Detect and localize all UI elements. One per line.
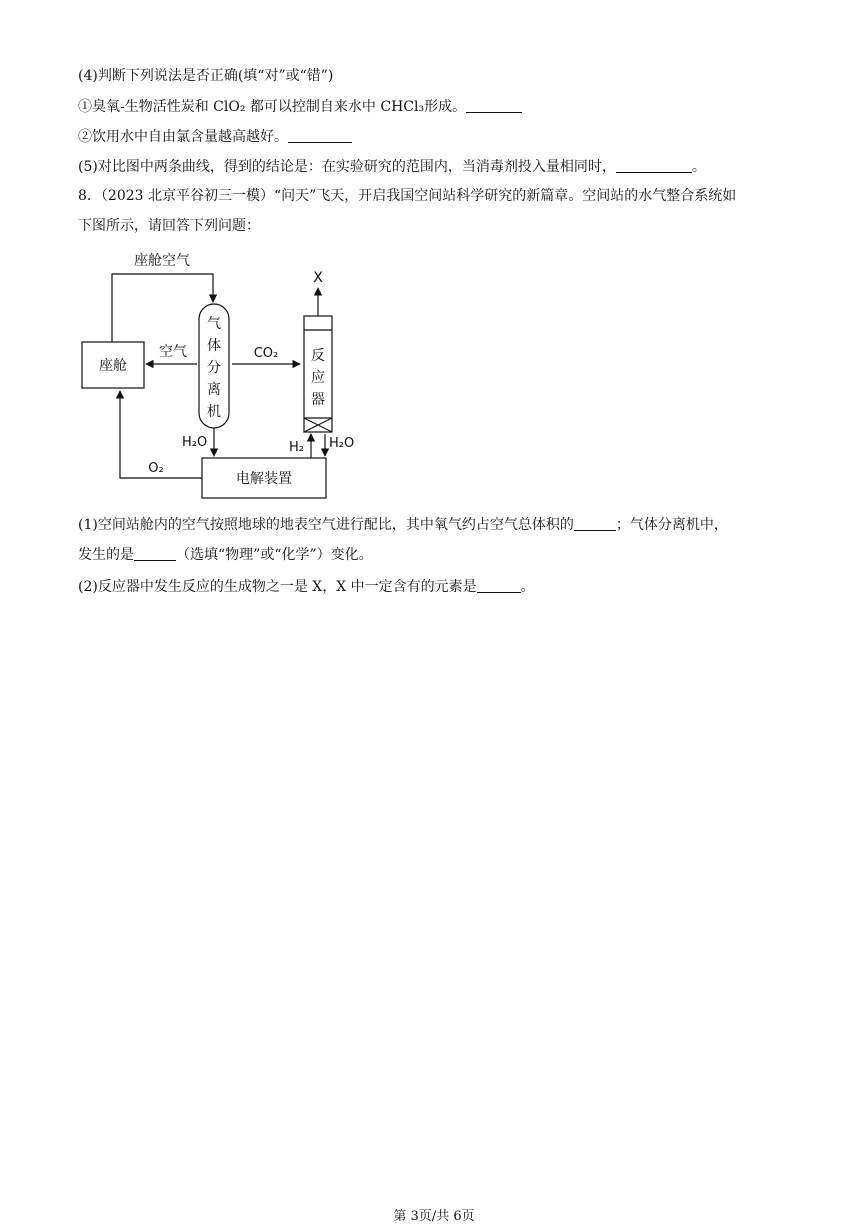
q8-1-line-2 — [78, 545, 373, 565]
separator-char: 气 — [207, 316, 221, 332]
air-label: 空气 — [159, 344, 187, 360]
cabin-air-arrow — [112, 274, 213, 342]
q8-line-2: 下图所示，请回答下列问题： — [78, 218, 260, 234]
h2-label: H₂ — [289, 440, 304, 455]
q8-line-1: 8．（2023 北京平谷初三一模）“问天”飞天，开启我国空间站科学研究的新篇章。空间站的水气整合系统如 — [78, 188, 737, 204]
answer-blank[interactable] — [616, 158, 692, 173]
separator-char: 离 — [207, 382, 221, 398]
q5-end: 。 — [691, 159, 706, 175]
q4-title: (4)判断下列说法是否正确(填“对”或“错”) — [78, 68, 334, 84]
answer-blank[interactable] — [466, 98, 522, 113]
h2o-right-label: H₂O — [329, 436, 355, 451]
reactor-char: 反 — [311, 348, 325, 364]
q4-item-2 — [78, 127, 352, 147]
co2-label: CO₂ — [253, 346, 279, 361]
page-footer: 第 3页/共 6页 — [393, 1209, 475, 1224]
q5 — [78, 157, 706, 177]
cabin-air-label: 座舱空气 — [134, 253, 190, 269]
x-label: X — [313, 270, 323, 286]
q4-item-1 — [78, 97, 522, 117]
q8-1-text-a: (1)空间站舱内的空气按照地球的地表空气进行配比，其中氧气约占空气总体积的 — [78, 517, 574, 533]
separator-char: 体 — [207, 338, 221, 354]
reactor-char: 应 — [311, 370, 325, 386]
q8-2-text-b: 。 — [520, 579, 535, 595]
q4-item-1-text: ①臭氧-生物活性炭和 ClO₂ 都可以控制自来水中 CHCl₃形成。 — [78, 99, 467, 115]
q8-1-text-b: ；气体分离机中， — [615, 517, 728, 533]
q8-2-text-a: (2)反应器中发生反应的生成物之一是 X，X 中一定含有的元素是 — [78, 579, 477, 595]
answer-blank[interactable] — [574, 516, 616, 531]
q5-text: (5)对比图中两条曲线，得到的结论是：在实验研究的范围内，当消毒剂投入量相同时， — [78, 159, 616, 175]
answer-blank[interactable] — [134, 546, 176, 561]
q8-2 — [78, 577, 535, 597]
q8-1-text-d: （选填“物理”或“化学”）变化。 — [176, 547, 373, 563]
answer-blank[interactable] — [288, 128, 352, 143]
h2o-left-label: H₂O — [182, 435, 208, 450]
reactor-char: 器 — [311, 392, 325, 408]
o2-label: O₂ — [148, 461, 164, 476]
q4-item-2-text: ②饮用水中自由氯含量越高越好。 — [78, 129, 288, 145]
q8-1-text-c: 发生的是 — [78, 547, 134, 563]
water-gas-integration-diagram — [78, 246, 368, 506]
separator-char: 机 — [207, 404, 221, 420]
electrolysis-label: 电解装置 — [236, 471, 292, 487]
answer-blank[interactable] — [477, 578, 521, 593]
cabin-label: 座舱 — [99, 358, 127, 374]
q8-1-line-1 — [78, 515, 728, 535]
separator-char: 分 — [207, 360, 221, 376]
